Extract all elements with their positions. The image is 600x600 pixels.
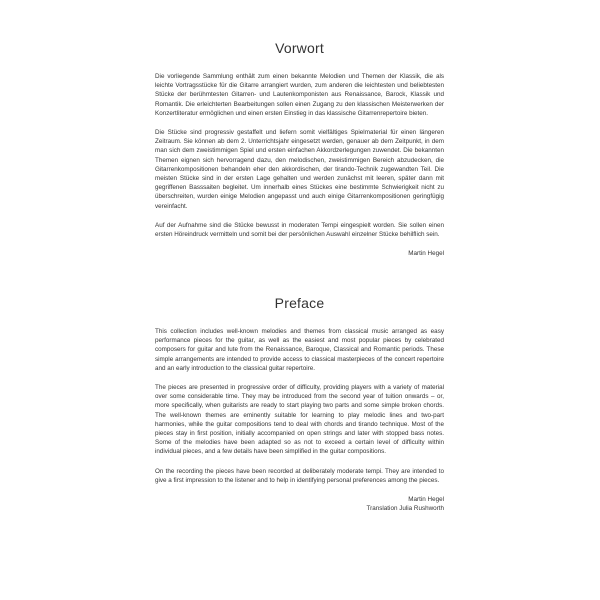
vorwort-paragraph-1: Die vorliegende Sammlung enthält zum einen bekannte Melodien und Themen der Klassik, die als leichte Vortragsstücke für die Gitarre arrangiert wurden, zum anderen die leichtesten und beliebtesten Stücke der berühmtesten Gitarren- und Lautenkomponisten aus Renaissance, Barock, Klassik und Romantik. Die erleichterten Bearbeitungen sollen einen Zugang zu den klassischen Meisterwerken der Konzertliteratur ermöglichen und einen ersten Einstieg in das klassische Gitarrenrepertoire bieten. [155,73,444,117]
preface-paragraph-2: The pieces are presented in progressive order of difficulty, providing players with a variety of material over some considerable time. They may be introduced from the second year of tuition onwards – or, more specifically, when guitarists are ready to start playing two parts and some simple broken chords. The well-known themes are eminently suitable for learning to play melodic lines and two-part harmonies, while the guitar compositions tend to deal with chords and tirando technique. Most of the pieces stay in first position, initially accompanied on open strings and later with stopped bass notes. Some of the melodies have been adapted so as not to exceed a certain level of difficulty within individual pieces, and a few details have been simplified in the guitar compositions. [155,384,444,456]
vorwort-paragraph-2: Die Stücke sind progressiv gestaffelt und liefern somit vielfältiges Spielmaterial für einen längeren Zeitraum. Sie können ab dem 2. Unterrichtsjahr eingesetzt werden, genauer ab dem Zeitpunkt, in dem man sich dem zweistimmigen Spiel und ersten einfachen Akkordzerlegungen zuwendet. Die bekannten Themen eignen sich hervorragend dazu, den melodischen, zweistimmigen Bereich abzudecken, die Gitarrenkompositionen behandeln eher den akkordischen, der tirando-Technik zugewandten Teil. Die meisten Stücke sind in der ersten Lage gehalten und werden zunächst mit leeren, später dann mit gegriffenen Basssaiten begleitet. Um innerhalb eines Stückes eine bestimmte Schwierigkeit nicht zu überschreiten, wurden einige Melodien angepasst und auch einige Gitarrenkompositionen geringfügig vereinfacht. [155,129,444,210]
vorwort-paragraph-3: Auf der Aufnahme sind die Stücke bewusst in moderaten Tempi eingespielt worden. Sie sollen einen ersten Höreindruck vermitteln und somit bei der persönlichen Auswahl einzelner Stücke behilflich sein. [155,221,444,239]
preface-paragraph-1: This collection includes well-known melodies and themes from classical music arranged as easy performance pieces for the guitar, as well as the easiest and most popular pieces by celebrated composers for guitar and lute from the Renaissance, Baroque, Classical and Romantic periods. These simple arrangements are intended to provide access to classical masterpieces of the concert repertoire and an early introduction to the classical guitar repertoire. [155,328,444,372]
preface-title: Preface [274,295,325,311]
vorwort-signature: Martin Hegel [408,250,444,258]
preface-signature: Martin Hegel [408,496,444,504]
preface-section [155,295,444,513]
preface-paragraph-3: On the recording the pieces have been recorded at deliberately moderate tempi. They are intended to give a first impression to the listener and to help in identifying personal preferences among the pieces. [155,467,444,484]
vorwort-section [155,40,444,258]
preface-translation-credit: Translation Julia Rushworth [366,505,444,513]
vorwort-title: Vorwort [275,40,324,56]
